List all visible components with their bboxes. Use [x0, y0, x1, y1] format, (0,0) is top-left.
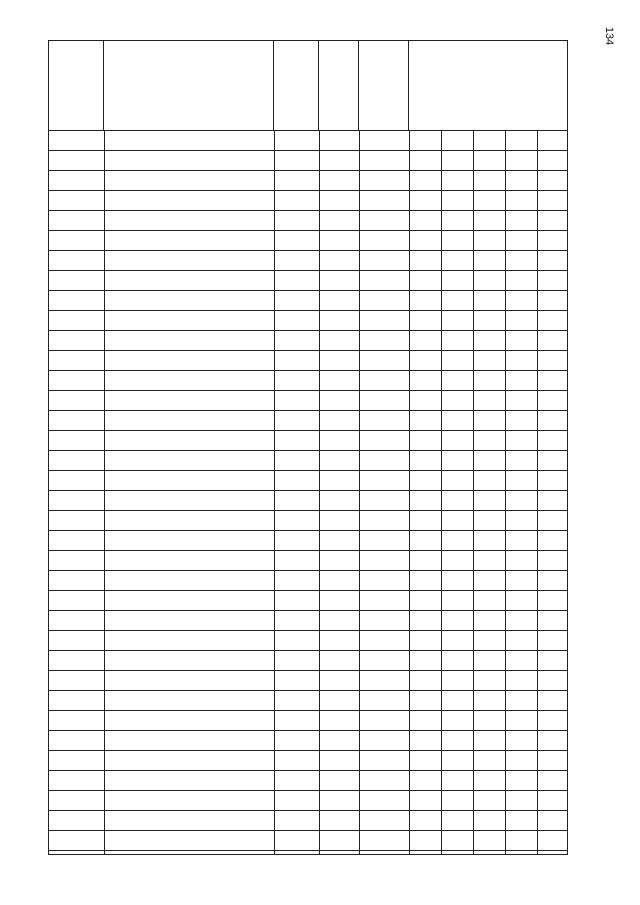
page-number: 134 [602, 26, 615, 46]
header-column [49, 41, 104, 130]
column-divider [409, 131, 410, 854]
column-divider [505, 131, 506, 854]
column-divider [473, 131, 474, 854]
column-divider [274, 131, 275, 854]
column-divider [319, 131, 320, 854]
column-divider [441, 131, 442, 854]
header-column [319, 41, 359, 130]
table-header-band [49, 41, 567, 131]
housing-table [48, 40, 568, 855]
column-divider [104, 131, 105, 854]
header-column [104, 41, 274, 130]
table-row-lines [49, 131, 567, 854]
header-column [274, 41, 319, 130]
header-column [359, 41, 409, 130]
column-divider [537, 131, 538, 854]
column-divider [359, 131, 360, 854]
